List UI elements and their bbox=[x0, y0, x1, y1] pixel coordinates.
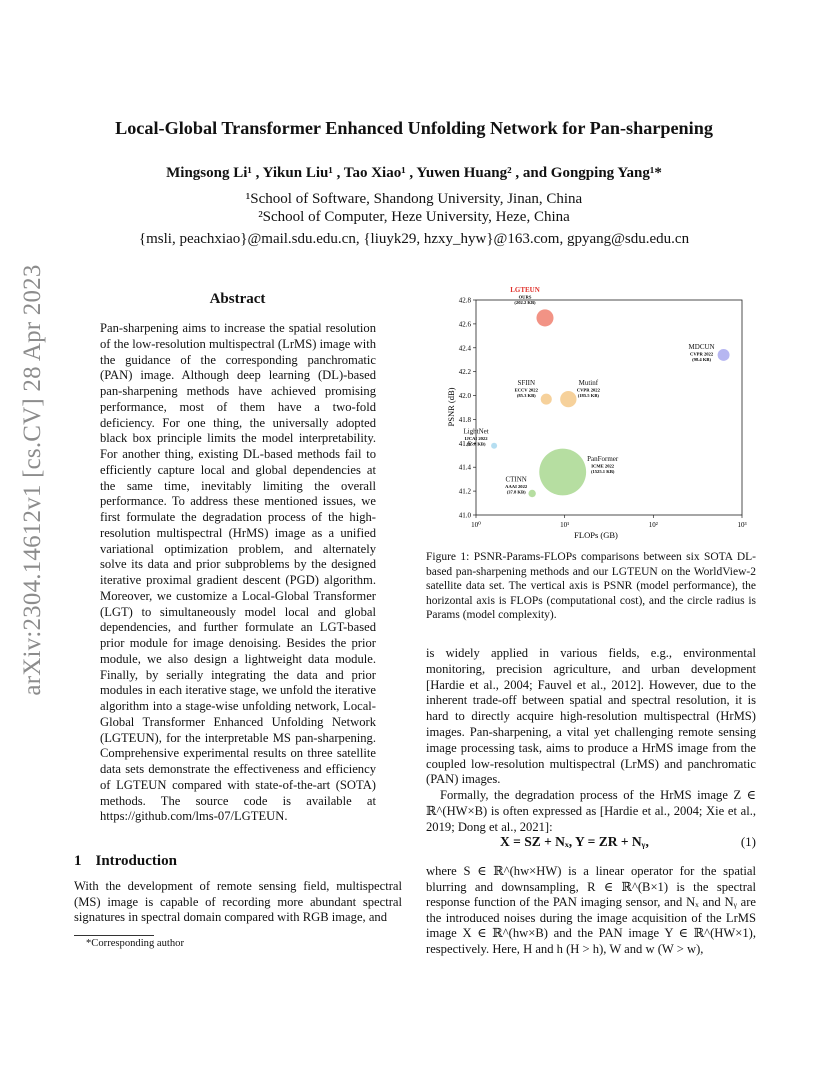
paragraph-degradation: Formally, the degradation process of the HrMS image Z ∈ ℝ^(HW×B) is often expressed as [Hardie et al., 2004; Xie et al., 2019; Dong et al., 2021]: bbox=[426, 788, 756, 834]
author-emails: {msli, peachxiao}@mail.sdu.edu.cn, {liuyk29, hzxy_hyw}@163.com, gpyang@sdu.edu.cn bbox=[138, 231, 690, 247]
author-list: Mingsong Li¹ , Yikun Liu¹ , Tao Xiao¹ , Yuwen Huang² , and Gongping Yang¹* bbox=[166, 165, 662, 181]
footnote: *Corresponding author bbox=[86, 938, 184, 949]
right-column-text bbox=[426, 646, 756, 836]
x-tick-label: 10⁰ bbox=[471, 521, 481, 529]
paper-title: Local-Global Transformer Enhanced Unfolding Network for Pan-sharpening bbox=[115, 118, 713, 138]
paragraph-definitions: where S ∈ ℝ^(hw×HW) is a linear operator for the spatial blurring and downsampling, R ∈ ℝ^(B×1) is the spectral response function of the PAN imaging sensor, and Nₓ and Nᵧ are the introduced noises during the image acquisition of the LrMS image X ∈ ℝ^(hw×B) and the PAN image Y ∈ ℝ^(HW×1), respectively. Here, H and h (H > h), W and w (W > w), bbox=[426, 864, 756, 956]
bubble-lightnet bbox=[491, 443, 497, 449]
paragraph-trade-off: is widely applied in various fields, e.g., environmental monitoring, precision agriculture, and urban development [Hardie et al., 2004; Fauvel et al., 2012]. However, due to the inherent trade-off between spatial and spectral resolution, it is hard to directly acquire high-resolution multispectral (HrMS) images. Pan-sharpening, a vital yet challenging remote sensing image processing task, aims to produce a HrMS image from the coupled low-resolution multispectral (LrMS) and panchromatic (PAN) images. bbox=[426, 646, 756, 787]
bubble-label-venue: CVPR 2022 bbox=[690, 351, 714, 357]
bubble-label-name: PanFormer bbox=[587, 455, 619, 463]
bubble-sfiin bbox=[541, 394, 552, 405]
affiliation-2: ²School of Computer, Heze University, Heze, China bbox=[258, 209, 570, 225]
bubble-label-venue: ECCV 2022 bbox=[514, 387, 538, 393]
bubble-lgteun bbox=[536, 309, 553, 326]
arxiv-stamp-text: arXiv:2304.14612v1 [cs.CV] 28 Apr 2023 bbox=[19, 264, 46, 696]
y-tick-label: 41.6 bbox=[458, 439, 471, 448]
psnr-flops-chart bbox=[436, 285, 756, 546]
bubble-mdcun bbox=[718, 349, 730, 361]
bubble-label-params: (202.2 KB) bbox=[514, 299, 536, 305]
y-tick-label: 42.8 bbox=[458, 296, 471, 305]
y-tick-label: 41.0 bbox=[458, 511, 471, 520]
bubble-label-params: (1525.1 KB) bbox=[590, 469, 615, 474]
y-axis-title: PSNR (dB) bbox=[446, 387, 456, 427]
x-tick-label: 10¹ bbox=[560, 521, 570, 529]
section-heading-introduction bbox=[74, 853, 177, 870]
bubble-label-venue: CVPR 2022 bbox=[576, 387, 600, 393]
bubble-label-name: LGTEUN bbox=[510, 285, 540, 294]
bubble-label-venue: OURS bbox=[518, 294, 532, 300]
affiliation-1: ¹School of Software, Shandong University, Jinan, China bbox=[245, 191, 583, 207]
section-title: Introduction bbox=[95, 853, 177, 869]
y-tick-label: 41.8 bbox=[458, 415, 471, 424]
x-tick-label: 10² bbox=[648, 521, 658, 529]
bubble-label-name: CTINN bbox=[505, 475, 527, 484]
footnote-rule bbox=[74, 935, 154, 936]
y-tick-label: 42.0 bbox=[458, 392, 471, 401]
y-tick-label: 42.4 bbox=[458, 344, 471, 353]
equation-body: X = SZ + Nₓ, Y = ZR + Nᵧ, bbox=[500, 834, 649, 849]
bubble-label-params: (185.5 KB) bbox=[577, 393, 599, 399]
bubble-label-name: LightNet bbox=[463, 427, 489, 436]
bubble-label-name: Mutinf bbox=[578, 379, 599, 388]
y-tick-label: 42.6 bbox=[458, 320, 471, 329]
bubble-label-name: SFIIN bbox=[517, 379, 536, 388]
arxiv-stamp bbox=[14, 264, 52, 696]
y-tick-label: 41.4 bbox=[458, 463, 471, 472]
bubble-mutinf bbox=[560, 391, 576, 407]
x-tick-label: 10³ bbox=[737, 521, 747, 529]
abstract-body: Pan-sharpening aims to increase the spatial resolution of the low-resolution multispectral (LrMS) image with the guidance of the corresponding panchromatic (PAN) image. Although deep learning (DL)-based pan-sharpening methods have achieved promising performance, most of them have a two-fold deficiency. For one thing, the universally adopted black box principle limits the model interpretability. For another thing, existing DL-based methods fail to efficiently capture local and global dependencies at the same time, inevitably limiting the overall performance. To address these mentioned issues, we first formulate the degradation process of the high-resolution multispectral (HrMS) image as a unified variational optimization problem, and alternately solve its data and prior subproblems by the designed iterative proximal gradient descent (PGD) algorithm. Moreover, we customize a Local-Global Transformer (LGT) to simultaneously model local and global dependencies, and further formulate an LGT-based prior module for image denoising. Besides the prior module, we also design a lightweight data module. Finally, by serially integrating the data and prior modules in each iterative stage, we unfold the iterative algorithm into a stage-wise unfolding network, Local-Global Transformer Enhanced Unfolding Network (LGTEUN), for the interpretable MS pan-sharpening. Comprehensive experimental results on three satellite data sets demonstrate the effectiveness and efficiency of LGTEUN compared with state-of-the-art (SOTA) methods. The source code is available at https://github.com/lms-07/LGTEUN. bbox=[100, 321, 376, 824]
bubble-panformer bbox=[539, 449, 586, 496]
abstract-heading: Abstract bbox=[209, 291, 266, 307]
x-axis-title: FLOPs (GB) bbox=[574, 530, 618, 540]
equation-1 bbox=[426, 834, 756, 854]
y-tick-label: 42.2 bbox=[458, 368, 471, 377]
bubble-label-params: (98.4 KB) bbox=[692, 356, 712, 362]
bubble-ctinn bbox=[528, 490, 535, 497]
section-number: 1 bbox=[74, 853, 82, 869]
bubble-label-venue: AAAI 2022 bbox=[505, 484, 528, 489]
bubble-label-params: (15.8 KB) bbox=[466, 441, 486, 447]
bubble-label-params: (37.8 KB) bbox=[506, 489, 526, 495]
figure-caption: Figure 1: PSNR-Params-FLOPs comparisons between six SOTA DL-based pan-sharpening methods and our LGTEUN on the WorldView-2 satellite data set. The vertical axis is PSNR (model performance), the horizontal axis is FLOPs (computational cost), and the circle radius is Params (model complexity). bbox=[426, 551, 756, 622]
introduction-paragraph: With the development of remote sensing field, multispectral (MS) image is capable of recording more abundant spectral signatures in spectral domain compared with RGB image, and bbox=[74, 879, 402, 925]
y-tick-label: 41.2 bbox=[458, 487, 471, 496]
bubble-label-venue: ICME 2022 bbox=[591, 463, 615, 469]
equation-number: (1) bbox=[740, 834, 756, 849]
bubble-label-venue: IJCAI 2022 bbox=[464, 436, 488, 442]
bubble-label-params: (85.3 KB) bbox=[516, 393, 536, 399]
bubble-label-name: MDCUN bbox=[688, 342, 715, 351]
